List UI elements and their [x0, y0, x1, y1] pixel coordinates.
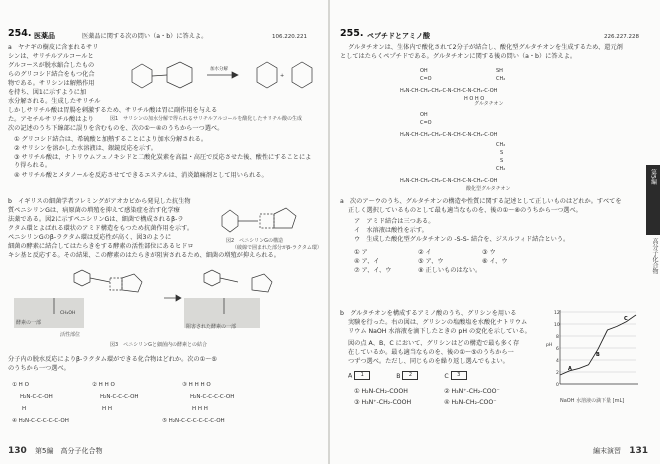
svg-text:② H H O: ② H H O	[92, 382, 115, 388]
chapter-tab: 第5編	[646, 165, 660, 235]
q254-number: 254.	[8, 28, 32, 39]
q254-text1: a ヤナギの樹皮に含まれるサリ	[8, 44, 99, 51]
q254-b-line1: b イギリスの細菌学者フレミングがアオカビから発見した抗生物	[8, 198, 191, 205]
answer-box-3[interactable]: 3	[451, 371, 467, 380]
q254-title: 医薬品	[34, 32, 55, 40]
q254-text2: シンは、サリチルアルコールと	[8, 53, 94, 60]
compound-choices-diagram	[10, 376, 320, 432]
q255-choice-1: ① ア	[354, 249, 368, 256]
q255-line2: としてはたらくペプチドである。グルタチオンに関する後の問い（a・b）に答えよ。	[340, 53, 577, 60]
svg-text:2: 2	[556, 371, 559, 376]
q254-text9: た。アセチルサリチル酸はより	[8, 116, 94, 123]
q255-statement-i: イ 水溶液は酸性を示す。	[354, 227, 428, 234]
svg-text:C=O: C=O	[420, 76, 432, 82]
q254-option-3: ③ サリチル酸は、ナトリウムフェノキシドと二酸化炭素を高温・高圧で反応させた後、酸性にすることにより得られる。	[14, 154, 312, 169]
svg-text:CH₂: CH₂	[496, 142, 506, 148]
q254-intro: 医薬品に関する次の問い（a・b）に答えよ。	[82, 33, 208, 40]
svg-text:12: 12	[554, 311, 560, 316]
inhibited-enzyme-label: 阻害された酵素の一部	[186, 324, 237, 330]
q254-question: 次の記述のうち下線部に誤りを含むものを、次の①～④のうちから一つ選べ。	[8, 125, 224, 132]
svg-text:CH₂OH: CH₂OH	[60, 311, 76, 316]
answer-box-1[interactable]: 1	[354, 371, 370, 380]
answer-box-2[interactable]: 2	[402, 371, 418, 380]
svg-text:H O H O: H O H O	[464, 96, 485, 102]
titration-chart	[544, 306, 644, 398]
figure1-caption: 図1 サリシンの加水分解で得られるサリチルアルコールを酸化したサリチル酸の生成	[110, 116, 303, 122]
svg-text:OH: OH	[420, 68, 428, 74]
answer-label-c: C	[444, 372, 449, 380]
q255-title: ペプチドとアミノ酸	[367, 32, 430, 40]
q254-text8: しかしサリチル酸は胃腸を刺激するため、サリチル酸は胃に副作用を与える	[8, 107, 218, 114]
svg-text:SH: SH	[496, 68, 503, 74]
q255-choice-6: ⑥ イ、ウ	[482, 258, 508, 265]
svg-text:H H: H H	[102, 406, 113, 412]
svg-text:6: 6	[556, 347, 559, 352]
q255-ref: 226.227.228	[604, 34, 639, 40]
q254-b-line6: 細菌の酵素に結合してはたらきをする酵素の活性部位にあるヒドロ	[8, 243, 194, 250]
oxidized-glutathione-structure	[400, 108, 580, 188]
svg-text:S: S	[500, 150, 504, 156]
chapter-label: 高分子化合物	[651, 238, 658, 274]
right-page-number: 編末演習 131	[592, 446, 648, 456]
q255-statement-u: ウ 生成した酸化型グルタチオンの -S-S- 結合を、ジスルフィド結合という。	[354, 236, 570, 243]
answer-label-a: A	[348, 372, 353, 380]
q255-choice-7: ⑦ ア、イ、ウ	[354, 267, 392, 274]
q255-choice-5: ⑤ ア、ウ	[418, 258, 444, 265]
svg-text:8: 8	[556, 335, 559, 340]
svg-text:H₂N-CH-CH₂-CH₂-C-N-CH-C-N-CH₂-: H₂N-CH-CH₂-CH₂-C-N-CH-C-N-CH₂-C-OH	[400, 178, 498, 184]
q254-b-line2: 質ペニシリンGは、病原菌の増殖を抑えて感染症を治す化学療	[8, 207, 180, 214]
page-gutter	[328, 0, 330, 464]
chart-ylabel: pH	[546, 343, 553, 348]
figure3-caption: 図3 ペニシリンGと細菌内の酵素との結合	[110, 342, 208, 348]
q254-b-line7: キシ基と反応する。その結果、この酵素のはたらきが阻害されるため、細菌の増殖が抑えられる。	[8, 252, 280, 259]
q255-b-option-3: ③ H₃N⁺-CH₂-COOH	[354, 399, 412, 406]
answer-slots	[348, 371, 469, 381]
glutathione-structure	[400, 64, 580, 104]
q255-a-line1: a 次のア～ウのうち、グルタチオンの構造や性質に関する記述として正しいものはどれか。すべてを	[340, 198, 622, 205]
svg-text:① H O: ① H O	[12, 382, 29, 388]
point-c: C	[624, 316, 628, 322]
q255-choice-2: ② イ	[418, 249, 432, 256]
q254-option-1: ① グリコシド結合は、希硫酸と加熱することにより加水分解される。	[14, 136, 208, 143]
svg-text:CH₂: CH₂	[496, 76, 506, 82]
point-a: A	[568, 366, 572, 372]
q255-b-line4: 図の点 A、B、C において、グリシンはどの構造で最も多く存	[348, 340, 520, 347]
q254-text7: 水分解される。生成したサリチル	[8, 98, 101, 105]
svg-text:0: 0	[556, 383, 559, 388]
chart-xlabel: NaOH 水溶液の滴下量 [mL]	[560, 398, 625, 404]
q255-b-option-2: ② H₃N⁺-CH₂-COO⁻	[444, 388, 500, 395]
oxidized-glutathione-label: 酸化型グルタチオン	[466, 186, 511, 192]
salicin-diagram	[112, 40, 322, 110]
q255-choice-4: ④ ア、イ	[354, 258, 380, 265]
q254-text5: 物である。サリシンは解熱作用	[8, 80, 95, 87]
q254-b-line4: クタム環とよばれる環状のアミド構造をもつため抗菌作用を示す。	[8, 225, 194, 232]
left-page-number: 130 第5編 高分子化合物	[8, 446, 103, 456]
penicillin-diagram	[212, 196, 322, 242]
q254-text6: を持ち、図1に示すように加	[8, 89, 87, 96]
q255-choice-8: ⑧ 正しいものはない。	[418, 267, 482, 274]
q254-b-line5: ペニシリンGのβ-ラクタム環は反応性が高く、図3のように	[8, 234, 172, 241]
svg-text:④ H₂N-C-C-C-C-C-OH: ④ H₂N-C-C-C-C-C-OH	[12, 418, 69, 424]
q255-line1: グルタチオンは、生体内で酸化されて2分子が結合し、酸化型グルタチオンを生成するため、還元剤	[348, 44, 623, 51]
svg-text:③ H H H O: ③ H H H O	[182, 382, 211, 388]
q255-b-line1: b グルタチオンを構成するアミノ酸のうち、グリシンを用いる	[340, 310, 517, 317]
enzyme-binding-diagram	[14, 268, 314, 342]
active-site-label: 活性部位	[60, 332, 81, 338]
q254-c-line1: 分子内の脱水反応によりβ-ラクタム環ができる化合物はどれか。次の①～⑤	[8, 356, 217, 363]
q255-b-option-1: ① H₂N-CH₂-COOH	[354, 388, 408, 395]
svg-text:H₂N-C-C-C-OH: H₂N-C-C-C-OH	[100, 394, 139, 400]
svg-text:C=O: C=O	[420, 120, 432, 126]
svg-text:10: 10	[554, 323, 560, 328]
svg-text:S: S	[500, 158, 504, 164]
q255-choice-3: ③ ウ	[482, 249, 496, 256]
q255-b-line6: つずつ選べ。ただし、同じものを繰り返し選んでもよい。	[348, 358, 509, 365]
svg-text:4: 4	[556, 359, 559, 364]
q254-text3: グルコースが脱水縮合したもの	[8, 62, 95, 69]
q255-number: 255.	[340, 28, 364, 39]
figure2-caption-sub: （破線で囲まれた部分がβ-ラクタム環）	[232, 245, 322, 251]
enzyme-part-label: 酵素の一部	[16, 320, 42, 326]
svg-text:H: H	[22, 406, 27, 412]
svg-text:+: +	[280, 73, 285, 79]
svg-text:H H H: H H H	[192, 406, 208, 412]
point-b: B	[596, 352, 600, 358]
q255-a-line2: 正しく選択しているものとして最も適当なものを、後の①～⑧のうちから一つ選べ。	[348, 207, 582, 214]
q255-statement-a: ア アミド結合は三つある。	[354, 218, 435, 225]
q255-b-line2: 実験を行った。右の図は、グリシンの塩酸塩を水酸化ナトリウム	[348, 319, 528, 326]
q254-text4: らのグリコシド結合をもつ化合	[8, 71, 95, 78]
answer-label-b: B	[396, 372, 401, 380]
svg-text:H₂N-C-C-OH: H₂N-C-C-OH	[20, 394, 53, 400]
svg-text:H₂N-CH-CH₂-CH₂-C-N-CH-C-N-CH₂-: H₂N-CH-CH₂-CH₂-C-N-CH-C-N-CH₂-C-OH	[400, 132, 498, 138]
svg-text:⑤ H₂N-C-C-C-C-C-C-OH: ⑤ H₂N-C-C-C-C-C-C-OH	[162, 418, 225, 424]
glutathione-label: グルタチオン	[474, 101, 504, 107]
q254-option-2: ② サリシンを溶かした水溶液は、銀鏡反応を示す。	[14, 145, 157, 152]
figure2-caption: 図2 ペニシリンGの構造	[226, 238, 284, 244]
svg-text:H₂N-C-C-C-C-OH: H₂N-C-C-C-C-OH	[190, 394, 235, 400]
q255-b-line5: 在しているか。最も適当なものを、後の①～⑤のうちから一	[348, 349, 514, 356]
q254-c-line2: のうちから一つ選べ。	[8, 365, 70, 372]
svg-text:CH₂: CH₂	[496, 166, 506, 172]
q254-b-line3: 法薬である。図2に示すペニシリンGは、細菌で構成されるβ-ラ	[8, 216, 184, 223]
q254-option-4: ④ サリチル酸とメタノールを反応させてできるエステルは、消炎鎮痛剤として用いられる。	[14, 172, 268, 179]
q255-b-option-4: ④ H₂N-CH₂-COO⁻	[444, 399, 497, 406]
q254-ref: 106.220.221	[272, 34, 307, 40]
svg-text:H₂N-CH-CH₂-CH₂-C-N-CH-C-N-CH₂-: H₂N-CH-CH₂-CH₂-C-N-CH-C-N-CH₂-C-OH	[400, 88, 498, 94]
svg-text:OH: OH	[420, 112, 428, 118]
svg-text:加水分解: 加水分解	[210, 67, 228, 72]
q255-b-line3: リウム NaOH 水溶液を滴下したときの pH の変化を示している。	[348, 328, 531, 335]
